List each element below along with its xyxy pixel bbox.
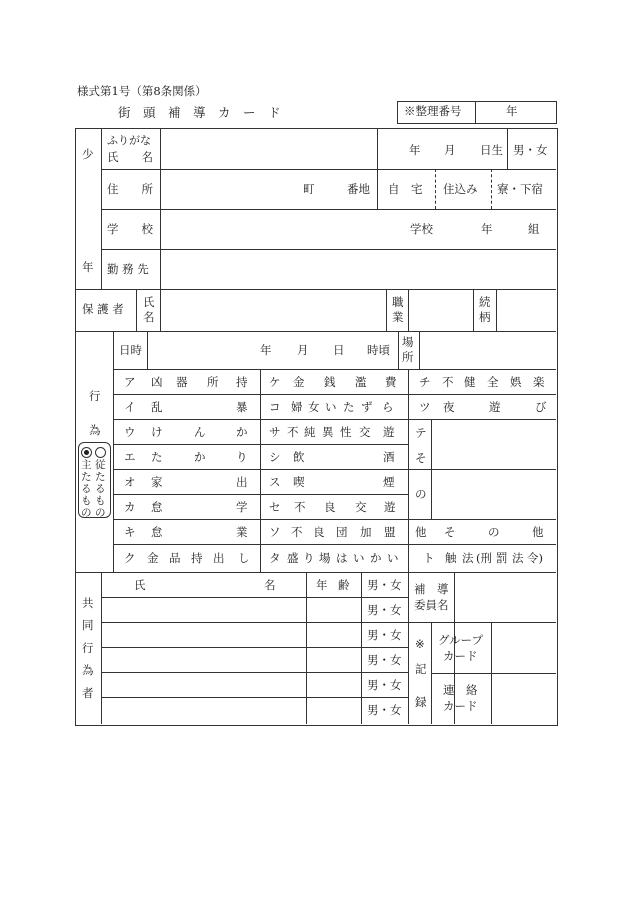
address-banchi-label: 番地 — [347, 182, 370, 196]
place-field[interactable] — [420, 332, 555, 368]
legend-main-text: 主 — [81, 459, 92, 471]
act-option-tsu[interactable]: ツ 夜 遊 び — [419, 400, 547, 414]
guidance-member-field[interactable] — [455, 573, 555, 621]
act-option-ku[interactable]: ク 金 品 持 出 し — [124, 551, 250, 565]
name-label: 氏 名 — [107, 150, 153, 164]
contact-card-field[interactable] — [492, 674, 555, 723]
datetime-year-label: 年 — [260, 343, 272, 357]
furigana-label: ふりがな — [107, 134, 151, 147]
datetime-day-label: 日 — [333, 343, 345, 357]
act-option-o[interactable]: オ 家 出 — [124, 475, 248, 489]
act-other-field[interactable] — [432, 420, 555, 444]
companions-side-label: 共 — [82, 596, 94, 610]
legend-main-text: た — [81, 471, 92, 483]
act-option-su[interactable]: ス 喫 煙 — [269, 475, 395, 489]
record-label: ※ — [415, 637, 425, 651]
guardian-name-label: 氏 — [143, 295, 155, 309]
youth-side-label: 年 — [82, 260, 94, 274]
act-option-ta[interactable]: タ 盛 り 場 は い か い — [269, 551, 399, 565]
school-class-label: 組 — [528, 222, 540, 236]
act-option-ke[interactable]: ケ 金 銭 濫 費 — [269, 375, 397, 389]
companion-name-field[interactable] — [102, 623, 306, 647]
act-option-sonota[interactable]: そ の 他 — [444, 525, 544, 539]
acts-side-label: 行 — [89, 389, 101, 403]
contact-card-label: 連 絡 — [443, 683, 478, 697]
legend-sub-text: も — [95, 495, 106, 507]
act-option-sa[interactable]: サ 不 純 異 性 交 遊 — [269, 425, 395, 439]
guardian-relation-label: 柄 — [479, 310, 491, 324]
companion-name-field[interactable] — [102, 648, 306, 672]
companions-side-label: 行 — [82, 641, 94, 655]
companion-sex-option[interactable]: 男・女 — [367, 653, 402, 667]
legend-sub-text: の — [95, 507, 106, 519]
datetime-label: 日時 — [119, 343, 142, 357]
serial-number-label: ※整理番号 — [404, 104, 462, 118]
act-option-u[interactable]: ウ け ん か — [124, 425, 248, 439]
companion-name-header: 氏 — [134, 578, 146, 592]
guardian-occupation-label: 職 — [392, 295, 404, 309]
act-other-label: の — [415, 487, 427, 501]
sub-mark-icon — [95, 447, 106, 458]
companion-name-field[interactable] — [102, 598, 306, 622]
legend-main-text: の — [81, 507, 92, 519]
guardian-label: 保 護 者 — [82, 302, 124, 316]
act-other-label: テ — [415, 426, 427, 440]
act-option-a[interactable]: ア 凶 器 所 持 — [124, 375, 248, 389]
birth-year-label: 年 — [409, 143, 421, 157]
serial-year-label: 年 — [506, 104, 518, 118]
group-card-label: グループ — [438, 633, 484, 647]
act-other-field[interactable] — [432, 470, 555, 494]
companion-name-field[interactable] — [102, 698, 306, 723]
act-option-shi[interactable]: シ 飲 酒 — [269, 450, 395, 464]
companion-age-header: 齢 — [338, 578, 350, 592]
school-year-label: 年 — [481, 222, 493, 236]
form-number: 様式第1号（第8条関係） — [77, 84, 207, 98]
datetime-month-label: 月 — [297, 343, 309, 357]
act-option-e[interactable]: エ た か り — [124, 450, 248, 464]
act-option-chi[interactable]: チ 不 健 全 娯 楽 — [419, 375, 545, 389]
legend-sub-text: る — [95, 483, 106, 495]
act-option-so[interactable]: ソ 不 良 団 加 盟 — [269, 525, 396, 539]
place-label: 所 — [402, 350, 414, 364]
act-other-field[interactable] — [432, 445, 555, 469]
companion-sex-option[interactable]: 男・女 — [367, 578, 402, 592]
act-other-field[interactable] — [432, 495, 555, 519]
sex-option[interactable]: 男・女 — [513, 143, 548, 157]
legend-main-text: る — [81, 483, 92, 495]
school-label: 学 校 — [107, 222, 153, 236]
name-field[interactable] — [161, 129, 376, 168]
address-town-label: 町 — [303, 182, 315, 196]
youth-side-label: 少 — [82, 147, 94, 161]
guardian-relation-label: 続 — [479, 295, 491, 309]
act-option-ko[interactable]: コ 婦 女 い た ず ら — [269, 400, 394, 414]
guardian-occupation-label: 業 — [392, 310, 404, 324]
companion-name-field[interactable] — [102, 673, 306, 697]
act-option-to[interactable]: ト 触 法 (刑 罰 法 令) — [423, 551, 543, 565]
residence-livein-option[interactable]: 住込み — [443, 182, 478, 196]
act-option-i[interactable]: イ 乱 暴 — [124, 400, 248, 414]
guidance-member-label: 委員名 — [414, 598, 449, 612]
form-title: 街 頭 補 導 カ ー ド — [118, 105, 281, 120]
workplace-field[interactable] — [161, 250, 555, 288]
companion-sex-option[interactable]: 男・女 — [367, 678, 402, 692]
companion-sex-option[interactable]: 男・女 — [367, 703, 402, 717]
act-option-se[interactable]: セ 不 良 交 遊 — [269, 500, 396, 514]
group-card-field[interactable] — [492, 623, 555, 672]
companion-sex-option[interactable]: 男・女 — [367, 603, 402, 617]
group-card-label: カード — [443, 649, 478, 663]
record-label: 記 — [415, 662, 427, 676]
companion-sex-option[interactable]: 男・女 — [367, 628, 402, 642]
act-other-label: そ — [415, 451, 427, 465]
act-other-label: 他 — [415, 525, 427, 539]
legend-sub-text: 従 — [95, 459, 106, 471]
place-label: 場 — [402, 335, 414, 349]
companions-side-label: 為 — [82, 663, 94, 677]
datetime-hour-label: 時頃 — [367, 343, 390, 357]
act-option-ki[interactable]: キ 怠 業 — [124, 525, 248, 539]
residence-dorm-option[interactable]: 寮・下宿 — [497, 182, 543, 196]
companion-name-header: 名 — [264, 578, 276, 592]
contact-card-label: カード — [443, 699, 478, 713]
birth-month-label: 月 — [444, 143, 456, 157]
acts-side-label: 為 — [89, 423, 101, 437]
workplace-label: 勤 務 先 — [107, 262, 149, 276]
main-mark-dot-icon — [84, 450, 89, 455]
birth-day-label: 日生 — [480, 143, 503, 157]
guardian-name-field[interactable] — [161, 290, 385, 330]
guardian-name-label: 名 — [143, 310, 155, 324]
residence-home-option[interactable]: 自 宅 — [388, 182, 423, 196]
companions-side-label: 同 — [82, 618, 94, 632]
companions-side-label: 者 — [82, 686, 94, 700]
legend-main-text: も — [81, 495, 92, 507]
companion-age-header: 年 — [316, 578, 328, 592]
guidance-member-label: 補 導 — [414, 582, 449, 596]
address-label: 住 所 — [107, 182, 153, 196]
legend-sub-text: た — [95, 471, 106, 483]
act-option-ka[interactable]: カ 怠 学 — [124, 500, 248, 514]
school-suffix-label: 学校 — [410, 222, 433, 236]
record-label: 録 — [415, 695, 427, 709]
